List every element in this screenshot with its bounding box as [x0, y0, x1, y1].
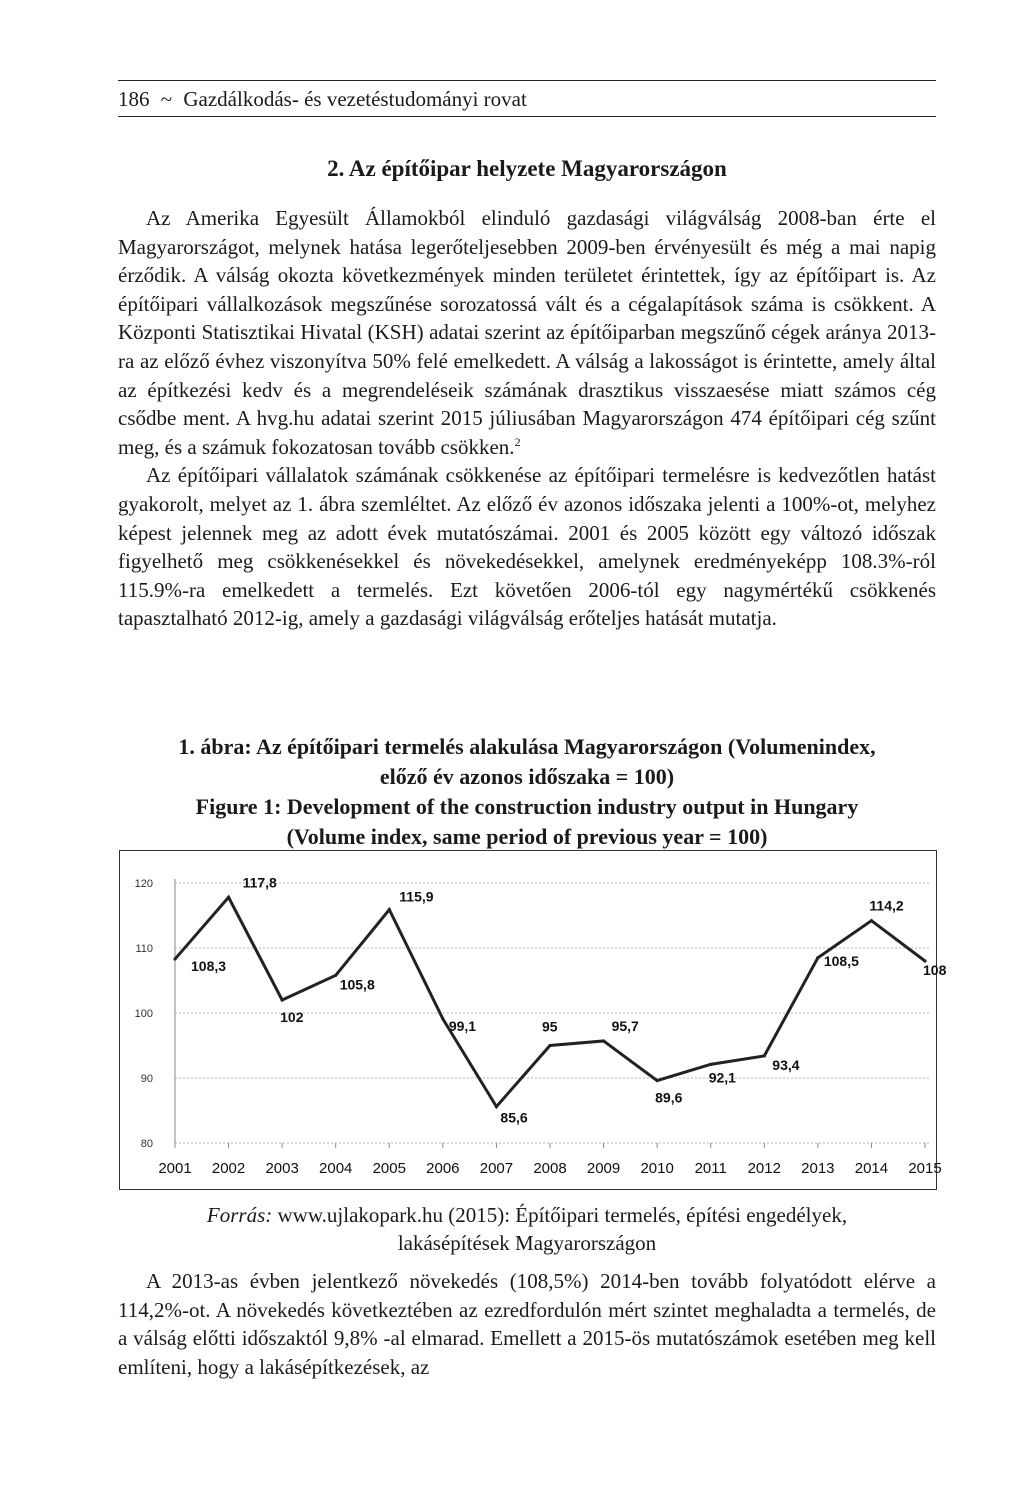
paragraph-1-text: Az Amerika Egyesült Államokból elinduló gazdasági világválság 2008-ban érte el Magyarországot, melynek hatása legerőteljesebben 2009-ben érvényesült és még a mai napig érződik. A válság okozta következmények minden területet érintettek, így az építőipart is. Az építőipari vállalkozások megszűnése sorozatossá vált és a cégalapítások száma is csökkent. A Központi Statisztikai Hivatal (KSH) adatai szerint az építőiparban megszűnő cégek aránya 2013-ra az előző évhez viszonyítva 50% felé emelkedett. A válság a lakosságot is érintette, amely által az építkezési kedv és a megrendeléseik számának drasztikus visszaesése miatt számos cég csődbe ment. A hvg.hu adatai szerint 2015 júliusában Magyarországon 474 építőipari cég szűnt meg, és a számuk fokozatosan tovább csökken. [118, 206, 936, 459]
figure-caption-en-line1: Figure 1: Development of the construction industry output in Hungary [195, 794, 859, 819]
data-point [656, 1079, 659, 1082]
paragraph-2: Az építőipari vállalatok számának csökkenése az építőipari termelésre is kedvezőtlen hatást gyakorolt, melyet az 1. ábra szemléltet. Az előző év azonos időszaka jelenti a 100%-ot, melyhez képest jelennek meg az adott évek mutatószámai. 2001 és 2005 között egy változó időszak figyelhető meg csökkenésekkel és növekedésekkel, amelynek eredményeképp 108.3%-ról 115.9%-ra emelkedett a termelés. Ezt követően 2006-tól egy nagymértékű csökkenés tapasztalható 2012-ig, amely a gazdasági világválság erőteljes hatását mutatja. [118, 463, 936, 631]
line-chart [120, 851, 947, 1189]
y-tick-label: 90 [140, 1073, 153, 1085]
data-label: 92,1 [708, 1069, 736, 1086]
figure-source [118, 1201, 936, 1257]
figure-caption [118, 732, 936, 852]
section-name: Gazdálkodás- és vezetéstudományi rovat [183, 87, 527, 111]
x-tick-label: 2008 [533, 1160, 567, 1177]
header-bottom-rule [118, 116, 936, 117]
data-label: 93,4 [772, 1056, 800, 1073]
running-header [118, 80, 936, 117]
figure-caption-hu-line2: előző év azonos időszaka = 100) [379, 764, 675, 789]
x-tick-label: 2010 [640, 1160, 674, 1177]
data-label: 108,3 [191, 958, 227, 975]
x-tick-label: 2015 [908, 1160, 942, 1177]
data-point [816, 956, 819, 959]
x-tick-label: 2006 [426, 1160, 460, 1177]
data-label: 89,6 [655, 1089, 683, 1106]
figure-caption-en-line2: (Volume index, same period of previous year = 100) [286, 824, 768, 849]
data-label: 85,6 [500, 1109, 528, 1126]
footnote-reference[interactable]: 2 [514, 434, 521, 449]
x-tick-label: 2001 [158, 1160, 192, 1177]
source-label: Forrás: [206, 1203, 273, 1227]
source-line-1 [118, 1201, 936, 1229]
y-tick-label: 110 [135, 943, 153, 955]
data-point [281, 998, 284, 1001]
data-point [870, 919, 873, 922]
data-point [227, 896, 230, 899]
section-title: 2. Az építőipar helyzete Magyarországon [327, 156, 727, 181]
x-tick-label: 2005 [372, 1160, 406, 1177]
data-point [441, 1017, 444, 1020]
source-text-2: lakásépítések Magyarországon [397, 1231, 657, 1255]
body-paragraphs [118, 204, 936, 633]
data-point [602, 1039, 605, 1042]
source-text-1: www.ujlakopark.hu (2015): Építőipari termelés, építési engedélyek, [277, 1203, 848, 1227]
x-tick-label: 2002 [211, 1160, 246, 1177]
data-label: 108 [923, 962, 947, 978]
data-label: 115,9 [399, 888, 434, 905]
data-point [173, 957, 176, 960]
data-point [388, 908, 391, 911]
data-label: 108,5 [823, 952, 859, 969]
data-label: 95 [542, 1018, 558, 1035]
header-text [118, 81, 936, 116]
x-tick-label: 2012 [747, 1160, 781, 1177]
data-label: 102 [280, 1009, 304, 1025]
series-line [175, 897, 925, 1106]
data-label: 114,2 [869, 897, 904, 914]
data-label: 95,7 [611, 1017, 639, 1034]
paragraph-1 [118, 204, 936, 461]
data-point [334, 974, 337, 977]
figure-caption-hu-line1: 1. ábra: Az építőipari termelés alakulása Magyarországon (Volumenindex, [178, 734, 876, 759]
data-label: 117,8 [242, 874, 277, 891]
data-label: 99,1 [448, 1017, 477, 1034]
x-tick-label: 2003 [265, 1160, 299, 1177]
x-tick-label: 2004 [319, 1160, 353, 1177]
x-tick-label: 2013 [801, 1160, 835, 1177]
x-tick-label: 2011 [694, 1160, 727, 1177]
x-tick-label: 2009 [586, 1160, 621, 1177]
data-point [763, 1054, 766, 1057]
line-chart-frame [119, 850, 947, 1190]
x-tick-label: 2014 [854, 1160, 889, 1177]
data-point [548, 1044, 551, 1047]
y-tick-label: 120 [134, 878, 153, 890]
header-separator: ~ [160, 87, 173, 111]
page-number: 186 [118, 87, 150, 111]
y-tick-label: 80 [140, 1138, 153, 1150]
x-tick-label: 2007 [479, 1160, 514, 1177]
data-label: 105,8 [339, 976, 375, 993]
data-point [709, 1063, 712, 1066]
closing-paragraph: A 2013-as évben jelentkező növekedés (108,5%) 2014-ben tovább folyatódott elérve a 114,2%-ot. A növekedés következtében az ezredfordulón mért szintet meghaladta a termelés, de a válság előtti időszaktól 9,8% -al elmarad. Emellett a 2015-ös mutatószámok esetében meg kell említeni, hogy a lakásépítkezések, az [118, 1269, 936, 1379]
data-point [495, 1105, 498, 1108]
y-tick-label: 100 [134, 1008, 153, 1020]
